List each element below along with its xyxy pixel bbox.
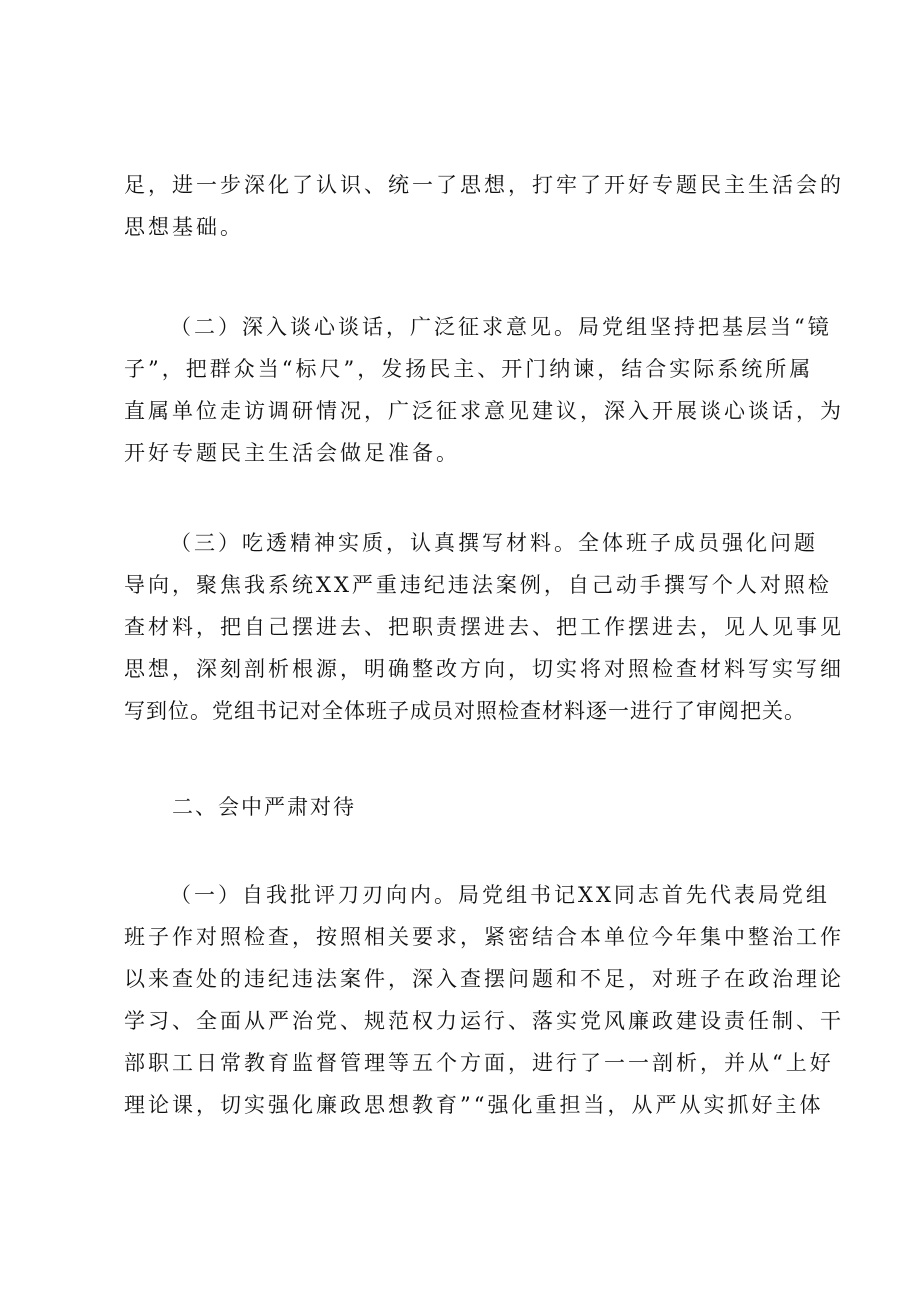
text-line: 学习、全面从严治党、规范权力运行、落实党风廉政建设责任制、干 [124,1009,844,1033]
paragraph-section-2 [124,306,844,474]
text-line: 足，进一步深化了认识、统一了思想，打牢了开好专题民主生活会的 [124,173,844,197]
text-line: 班子作对照检查，按照相关要求，紧密结合本单位今年集中整治工作 [124,925,844,949]
text-line: （一）自我批评刀刃向内。局党组书记XX同志首先代表局党组 [170,883,830,907]
paragraph-continuation [124,164,844,248]
text-line: 思想，深刻剖析根源，明确整改方向，切实将对照检查材料写实写细 [124,657,844,681]
text-line: 理论课，切实强化廉政思想教育”“强化重担当，从严从实抓好主体 [124,1093,824,1117]
text-line: 以来查处的违纪违法案件，深入查摆问题和不足，对班子在政治理论 [124,967,844,991]
text-line: （二）深入谈心谈话，广泛征求意见。局党组坚持把基层当“镜 [170,315,832,339]
text-line: 写到位。党组书记对全体班子成员对照检查材料逐一进行了审阅把关。 [124,699,806,723]
text-line: 查材料，把自己摆进去、把职责摆进去、把工作摆进去，见人见事见 [124,615,844,639]
text-line: 部职工日常教育监督管理等五个方面，进行了一一剖析，并从“上好 [124,1051,834,1075]
paragraph-section-1 [124,874,844,1126]
text-line: 直属单位走访调研情况，广泛征求意见建议，深入开展谈心谈话，为 [124,399,844,423]
section-heading: 二、会中严肃对待 [172,795,356,819]
text-line: 导向，聚焦我系统XX严重违纪违法案例，自己动手撰写个人对照检 [124,573,832,597]
paragraph-section-3 [124,522,844,732]
text-line: 子”，把群众当“标尺”，发扬民主、开门纳谏，结合实际系统所属 [124,357,814,381]
text-line: （三）吃透精神实质，认真撰写材料。全体班子成员强化问题 [170,531,818,555]
text-line: 思想基础。 [124,215,244,239]
text-line: 开好专题民主生活会做足准备。 [124,441,460,465]
